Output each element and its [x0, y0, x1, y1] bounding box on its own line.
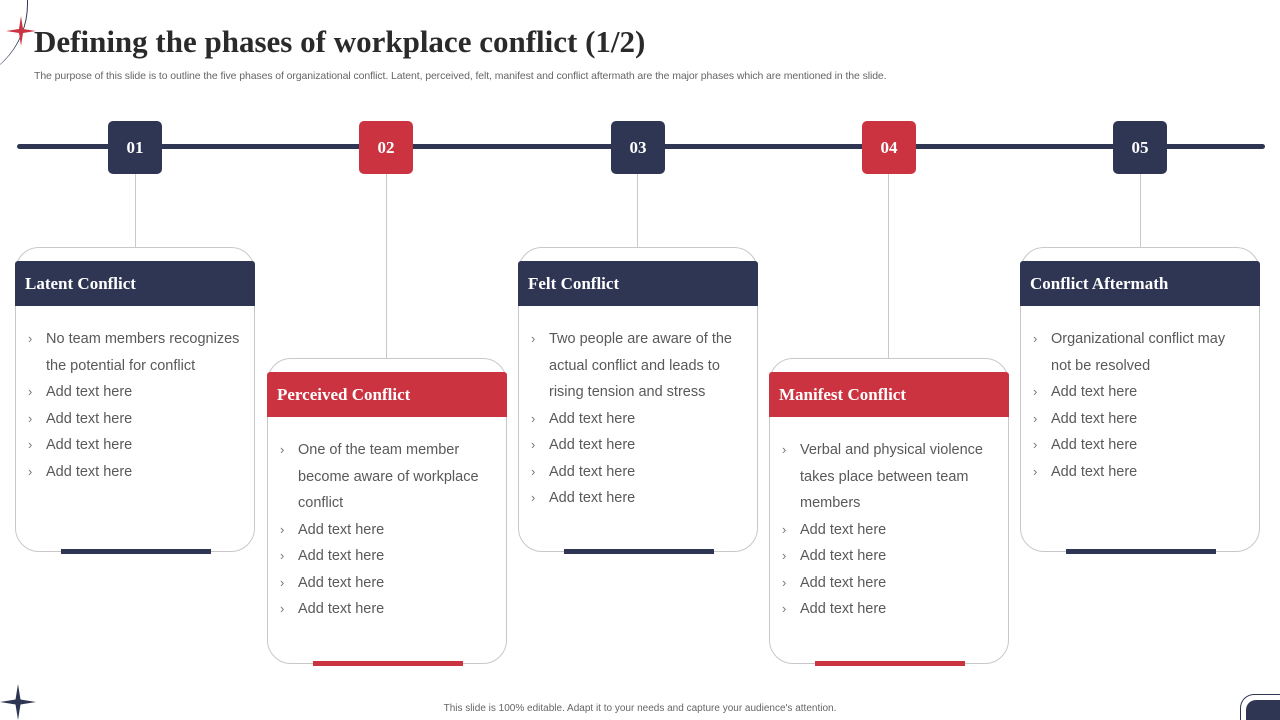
chevron-right-icon: › — [28, 410, 33, 426]
phase-card-latent — [15, 247, 255, 552]
chevron-right-icon: › — [531, 437, 536, 452]
list-item: › Add text here — [531, 432, 747, 459]
navy-star-icon — [0, 684, 36, 720]
list-item: › Add text here — [1033, 459, 1249, 486]
card-accent-bar — [564, 549, 714, 554]
step-badge-01: 01 — [108, 121, 162, 174]
list-item: › Add text here — [280, 596, 496, 623]
footer-note: This slide is 100% editable. Adapt it to your needs and capture your audience's attention. — [443, 703, 837, 714]
list-item: › Add text here — [28, 432, 244, 459]
phase-card-title: Perceived Conflict — [267, 372, 507, 417]
list-item: › Add text here — [28, 459, 244, 486]
phase-bullet-list — [1033, 326, 1249, 485]
card-accent-bar — [313, 661, 463, 666]
chevron-right-icon: › — [280, 442, 285, 457]
phase-card-title: Felt Conflict — [518, 261, 758, 306]
step-badge-04: 04 — [862, 121, 916, 174]
chevron-right-icon: › — [782, 574, 787, 590]
list-item: › Add text here — [782, 570, 998, 597]
phase-bullet-list — [280, 437, 496, 623]
list-item: › Add text here — [1033, 406, 1249, 433]
chevron-right-icon: › — [280, 548, 285, 563]
chevron-right-icon: › — [531, 410, 536, 426]
phase-bullet-list — [28, 326, 244, 485]
chevron-right-icon: › — [782, 521, 787, 537]
chevron-right-icon: › — [782, 442, 787, 457]
chevron-right-icon: › — [531, 490, 536, 505]
chevron-right-icon: › — [782, 548, 787, 563]
card-accent-bar — [815, 661, 965, 666]
step-badge-05: 05 — [1113, 121, 1167, 174]
chevron-right-icon: › — [28, 437, 33, 452]
connector-line — [135, 174, 136, 248]
connector-line — [1140, 174, 1141, 248]
list-item: › Add text here — [280, 543, 496, 570]
list-item: › Add text here — [28, 379, 244, 406]
chevron-right-icon: › — [280, 601, 285, 616]
chevron-right-icon: › — [28, 463, 33, 479]
chevron-right-icon: › — [1033, 410, 1038, 426]
phase-card-title: Latent Conflict — [15, 261, 255, 306]
list-item: › One of the team member become aware of workplace conflict — [280, 437, 496, 517]
chevron-right-icon: › — [782, 601, 787, 616]
chevron-right-icon: › — [1033, 384, 1038, 399]
list-item: › Add text here — [28, 406, 244, 433]
card-accent-bar — [1066, 549, 1216, 554]
chevron-right-icon: › — [28, 384, 33, 399]
chevron-right-icon: › — [1033, 463, 1038, 479]
list-item: › Add text here — [280, 570, 496, 597]
phase-bullet-list — [782, 437, 998, 623]
list-item: › Add text here — [531, 485, 747, 512]
red-star-icon — [6, 16, 36, 46]
connector-line — [637, 174, 638, 248]
list-item: › Add text here — [1033, 379, 1249, 406]
step-badge-03: 03 — [611, 121, 665, 174]
connector-line — [386, 174, 387, 359]
list-item: › Add text here — [1033, 432, 1249, 459]
list-item: › Organizational conflict may not be resolved — [1033, 326, 1249, 379]
page-title: Defining the phases of workplace conflict (1/2) — [34, 24, 646, 59]
chevron-right-icon: › — [531, 331, 536, 346]
page-subtitle: The purpose of this slide is to outline the five phases of organizational conflict. Latent, perceived, felt, manifest and conflict aftermath are the major phases which are mentioned in the slide. — [34, 70, 887, 82]
list-item: › Add text here — [531, 406, 747, 433]
list-item: › Add text here — [782, 596, 998, 623]
phase-card-aftermath — [1020, 247, 1260, 552]
phase-card-title: Conflict Aftermath — [1020, 261, 1260, 306]
list-item: › Add text here — [531, 459, 747, 486]
list-item: › Add text here — [280, 517, 496, 544]
list-item: › Two people are aware of the actual conflict and leads to rising tension and stress — [531, 326, 747, 406]
chevron-right-icon: › — [280, 574, 285, 590]
chevron-right-icon: › — [1033, 437, 1038, 452]
chevron-right-icon: › — [280, 521, 285, 537]
phase-card-title: Manifest Conflict — [769, 372, 1009, 417]
chevron-right-icon: › — [28, 331, 33, 346]
phase-card-manifest — [769, 358, 1009, 664]
chevron-right-icon: › — [1033, 331, 1038, 346]
list-item: › No team members recognizes the potential for conflict — [28, 326, 244, 379]
connector-line — [888, 174, 889, 359]
phase-bullet-list — [531, 326, 747, 512]
chevron-right-icon: › — [531, 463, 536, 479]
step-badge-02: 02 — [359, 121, 413, 174]
list-item: › Add text here — [782, 517, 998, 544]
phase-card-felt — [518, 247, 758, 552]
card-accent-bar — [61, 549, 211, 554]
list-item: › Verbal and physical violence takes place between team members — [782, 437, 998, 517]
phase-card-perceived — [267, 358, 507, 664]
list-item: › Add text here — [782, 543, 998, 570]
